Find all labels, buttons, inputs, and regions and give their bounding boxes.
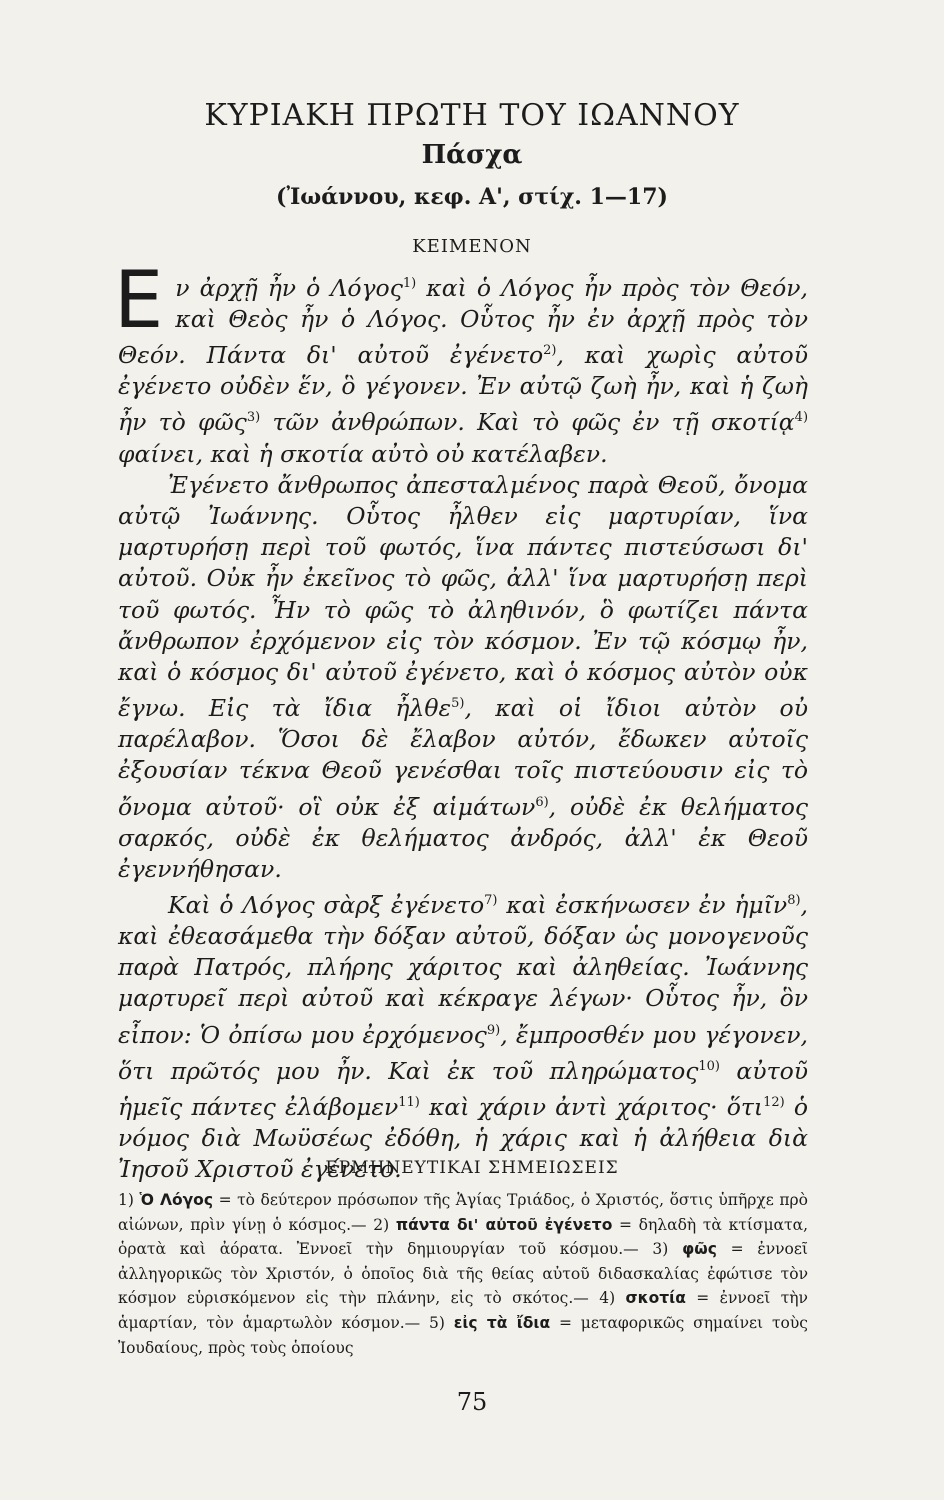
scripture-reference: (Ἰωάννου, κεφ. Α', στίχ. 1—17) [276, 184, 668, 210]
note-term: Ὁ Λόγος [139, 1191, 214, 1209]
footnote-ref: 12) [763, 1094, 785, 1110]
note-number: 3) [652, 1240, 669, 1259]
page-title: ΚΥΡΙΑΚΗ ΠΡΩΤΗ ΤΟΥ ΙΩΑΝΝΟΥ [204, 98, 740, 133]
drop-cap: Ε [114, 256, 164, 346]
page-subtitle: Πάσχα [421, 140, 523, 170]
note-term: σκοτία [625, 1289, 686, 1308]
note-number: 1) [118, 1191, 134, 1209]
note-number: 4) [599, 1289, 616, 1308]
note-text: = ἐννοεῖ τὴν ἁμαρτίαν, τὸν ἁμαρτωλὸν κόσμον.— [118, 1289, 808, 1332]
footnote-ref: 9) [486, 1022, 501, 1038]
note-text: = ἐννοεῖ ἀλληγορικῶς τὸν Χριστόν, ὁ ὁποῖος διὰ τῆς θείας αὐτοῦ διδασκαλίας ἐφώτισε τὸν κόσμον εὑρισκόμενον εἰς τὴν πλάνην, εἰς τὸ σκότος.— [118, 1240, 808, 1308]
footnote-ref: 6) [535, 794, 549, 810]
note-term: φῶς [682, 1240, 717, 1259]
note-text: = τὸ δεύτερον πρόσωπον τῆς Ἁγίας Τριάδος, ὁ Χριστός, ὅστις ὑπῆρχε πρὸ αἰώνων, πρὶν γίνῃ ὁ κόσμος.— [118, 1191, 808, 1234]
note-text: = μεταφορικῶς σημαίνει τοὺς Ἰουδαίους, πρὸς τοὺς ὁποίους [118, 1313, 808, 1357]
explanatory-notes [118, 1188, 808, 1360]
note-text: = δηλαδὴ τὰ κτίσματα, ὁρατὰ καὶ ἀόρατα. Ἐννοεῖ τὴν δημιουργίαν τοῦ κόσμου.— [118, 1215, 808, 1259]
note-term: εἰς τὰ ἴδια [453, 1313, 551, 1332]
note-term: πάντα δι' αὐτοῦ ἐγένετο [395, 1215, 613, 1234]
footnote-ref: 10) [698, 1058, 721, 1074]
paragraph-2: Ἐγένετο ἄνθρωπος ἀπεσταλμένος παρὰ Θεοῦ, ὄνομα αὐτῷ Ἰωάννης. Οὗτος ἦλθεν εἰς μαρτυρίαν, ἵνα μαρτυρήσῃ περὶ τοῦ φωτός, ἵνα πάντες πιστεύσωσι δι' αὐτοῦ. Οὐκ ἦν ἐκεῖνος τὸ φῶς, ἀλλ' ἵνα μαρτυρήσῃ περὶ τοῦ φωτός. Ἦν τὸ φῶς τὸ ἀληθινόν, ὃ φωτίζει πάντα ἄνθρωπον ἐρχόμενον εἰς τὸν κόσμον. Ἐν τῷ κόσμῳ ἦν, καὶ ὁ κόσμος δι' αὐτοῦ ἐγένετο, καὶ ὁ κόσμος αὐτὸν οὐκ ἔγνω. Εἰς τὰ ἴδια ἦλθε$^{5)}$, καὶ οἱ ἴδιοι αὐτὸν οὐ παρέλαβον. Ὅσοι δὲ ἔλαβον αὐτόν, ἔδωκεν αὐτοῖς ἐξουσίαν τέκνα Θεοῦ γενέσθαι τοῖς πιστεύουσιν εἰς τὸ ὄνομα αὐτοῦ· οἳ οὐκ ἐξ αἱμάτων$^{6)}$, οὐδὲ ἐκ θελήματος σαρκός, οὐδὲ ἐκ θελήματος ἀνδρός, ἀλλ' ἐκ Θεοῦ ἐγεννήθησαν. [118, 470, 808, 883]
note-number: 2) [373, 1215, 390, 1234]
footnote-ref: 8) [787, 893, 801, 908]
footnote-ref: 5) [451, 696, 465, 712]
scripture-text [114, 256, 809, 1185]
notes-heading: ΕΡΜΗΝΕΥΤΙΚΑΙ ΣΗΜΕΙΩΣΕΙΣ [325, 1158, 619, 1178]
footnote-ref: 1) [402, 276, 417, 291]
section-label-text: ΚΕΙΜΕΝΟΝ [412, 236, 532, 257]
footnote-ref: 2) [543, 343, 557, 359]
footnote-ref: 4) [794, 410, 809, 426]
page-number: 75 [456, 1388, 488, 1416]
note-number: 5) [429, 1313, 445, 1332]
footnote-ref: 7) [484, 893, 498, 908]
footnote-ref: 11) [398, 1094, 420, 1110]
paragraph-1: Εν ἀρχῇ ἦν ὁ Λόγος$^{1)}$ καὶ ὁ Λόγος ἦν πρὸς τὸν Θεόν, καὶ Θεὸς ἦν ὁ Λόγος. Οὗτος ἦν ἐν ἀρχῇ πρὸς τὸν Θεόν. Πάντα δι' αὐτοῦ ἐγένετο$^{2)}$, καὶ χωρὶς αὐτοῦ ἐγένετο οὐδὲν ἕν, ὃ γέγονεν. Ἐν αὐτῷ ζωὴ ἦν, καὶ ἡ ζωὴ ἦν τὸ φῶς$^{3)}$ τῶν ἀνθρώπων. Καὶ τὸ φῶς ἐν τῇ σκοτίᾳ$^{4)}$ φαίνει, καὶ ἡ σκοτία αὐτὸ οὐ κατέλαβεν. [114, 256, 809, 468]
paragraph-3: Καὶ ὁ Λόγος σὰρξ ἐγένετο$^{7)}$ καὶ ἐσκήνωσεν ἐν ἡμῖν$^{8)}$, καὶ ἐθεασάμεθα τὴν δόξαν αὐτοῦ, δόξαν ὡς μονογενοῦς παρὰ Πατρός, πλήρης χάριτος καὶ ἀληθείας. Ἰωάννης μαρτυρεῖ περὶ αὐτοῦ καὶ κέκραγε λέγων· Οὗτος ἦν, ὃν εἶπον: Ὁ ὀπίσω μου ἐρχόμενος$^{9)}$, ἔμπροσθέν μου γέγονεν, ὅτι πρῶτός μου ἦν. Καὶ ἐκ τοῦ πληρώματος$^{10)}$ αὐτοῦ ἡμεῖς πάντες ἐλάβομεν$^{11)}$ καὶ χάριν ἀντὶ χάριτος· ὅτι$^{12)}$ ὁ νόμος διὰ Μωϋσέως ἐδόθη, ἡ χάρις καὶ ἡ ἀλήθεια διὰ Ἰησοῦ Χριστοῦ ἐγένετο. [118, 890, 809, 1183]
footnote-ref: 3) [246, 410, 261, 426]
